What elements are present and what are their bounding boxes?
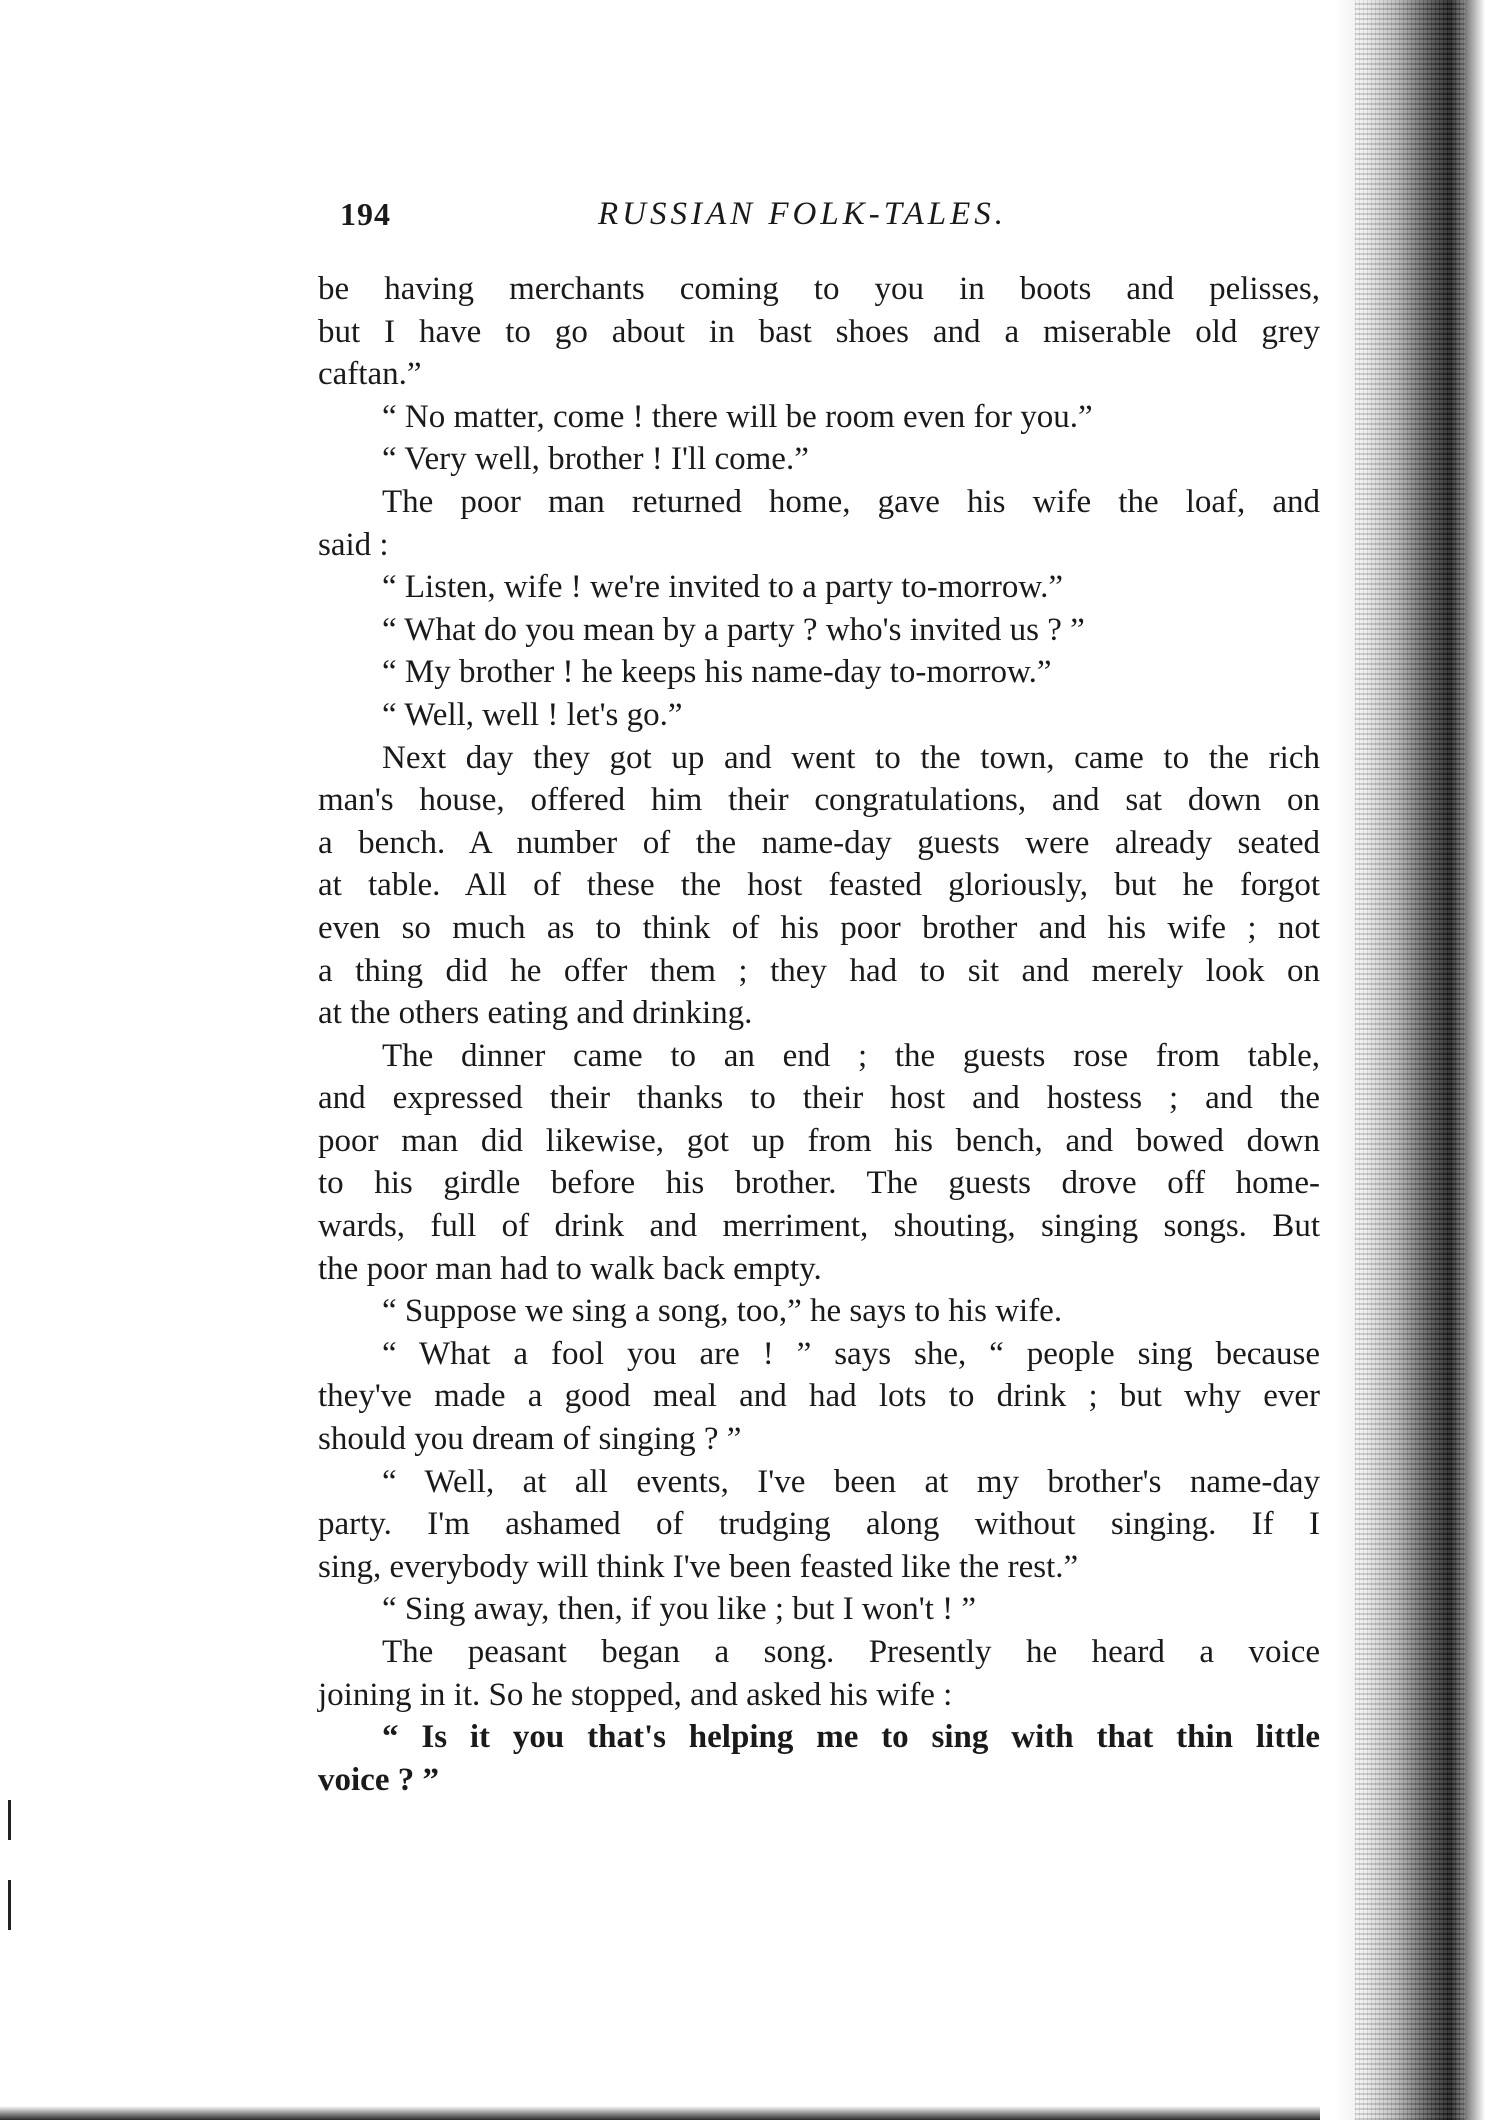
text-line: poor man did likewise, got up from his bench, and bowed down — [318, 1122, 1320, 1159]
text-line: should you dream of singing ? ” — [318, 1421, 742, 1458]
page-number: 194 — [340, 196, 391, 232]
body-text — [318, 268, 1320, 1801]
text-line: voice ? ” — [318, 1761, 439, 1798]
text-line: the poor man had to walk back empty. — [318, 1250, 822, 1287]
text-line: but I have to go about in bast shoes and a miserable old grey — [318, 313, 1320, 350]
text-line: The dinner came to an end ; the guests rose from table, — [382, 1037, 1320, 1074]
scan-mark — [8, 1800, 11, 1840]
scan-mark — [8, 1880, 11, 1930]
text-line: “ Listen, wife ! we're invited to a party to-morrow.” — [382, 569, 1063, 606]
page-header — [340, 196, 1340, 246]
text-line: be having merchants coming to you in boots and pelisses, — [318, 271, 1320, 307]
text-line: they've made a good meal and had lots to drink ; but why ever — [318, 1378, 1320, 1415]
text-line: “ What do you mean by a party ? who's invited us ? ” — [382, 611, 1085, 648]
text-line: The peasant began a song. Presently he heard a voice — [382, 1634, 1320, 1670]
page-bottom-edge — [0, 2106, 1320, 2120]
text-line: caftan.” — [318, 356, 422, 393]
text-line: “ What a fool you are ! ” says she, “ people sing because — [382, 1335, 1320, 1372]
text-line: Next day they got up and went to the town, came to the rich — [382, 739, 1320, 776]
text-line: joining in it. So he stopped, and asked his wife : — [318, 1676, 953, 1713]
text-line: “ Well, at all events, I've been at my brother's name-day — [382, 1463, 1320, 1500]
binding-texture — [1355, 0, 1465, 2120]
text-line: “ Suppose we sing a song, too,” he says to his wife. — [382, 1293, 1063, 1330]
text-line: “ Is it you that's helping me to sing with that thin little — [382, 1719, 1320, 1756]
text-line: sing, everybody will think I've been feasted like the rest.” — [318, 1548, 1079, 1585]
text-line: said : — [318, 526, 389, 563]
running-title: RUSSIAN FOLK-TALES. — [598, 196, 1008, 232]
text-line: and expressed their thanks to their host and hostess ; and the — [318, 1080, 1320, 1117]
text-line: The poor man returned home, gave his wife the loaf, and — [382, 483, 1320, 520]
text-line: wards, full of drink and merriment, shouting, singing songs. But — [318, 1208, 1320, 1245]
text-line: even so much as to think of his poor brother and his wife ; not — [318, 909, 1320, 946]
text-line: at the others eating and drinking. — [318, 995, 753, 1032]
text-line: “ Very well, brother ! I'll come.” — [382, 441, 809, 478]
text-line: party. I'm ashamed of trudging along without singing. If I — [318, 1506, 1320, 1543]
text-line: “ Well, well ! let's go.” — [382, 696, 683, 733]
text-line: a bench. A number of the name-day guests were already seated — [318, 824, 1320, 861]
text-line: “ My brother ! he keeps his name-day to-morrow.” — [382, 654, 1052, 691]
text-line: to his girdle before his brother. The guests drove off home- — [318, 1165, 1320, 1202]
text-line: “ Sing away, then, if you like ; but I won't ! ” — [382, 1591, 977, 1628]
text-line: “ No matter, come ! there will be room even for you.” — [382, 398, 1093, 435]
text-line: man's house, offered him their congratulations, and sat down on — [318, 782, 1320, 819]
text-line: a thing did he offer them ; they had to sit and merely look on — [318, 952, 1320, 989]
text-line: at table. All of these the host feasted gloriously, but he forgot — [318, 867, 1320, 904]
